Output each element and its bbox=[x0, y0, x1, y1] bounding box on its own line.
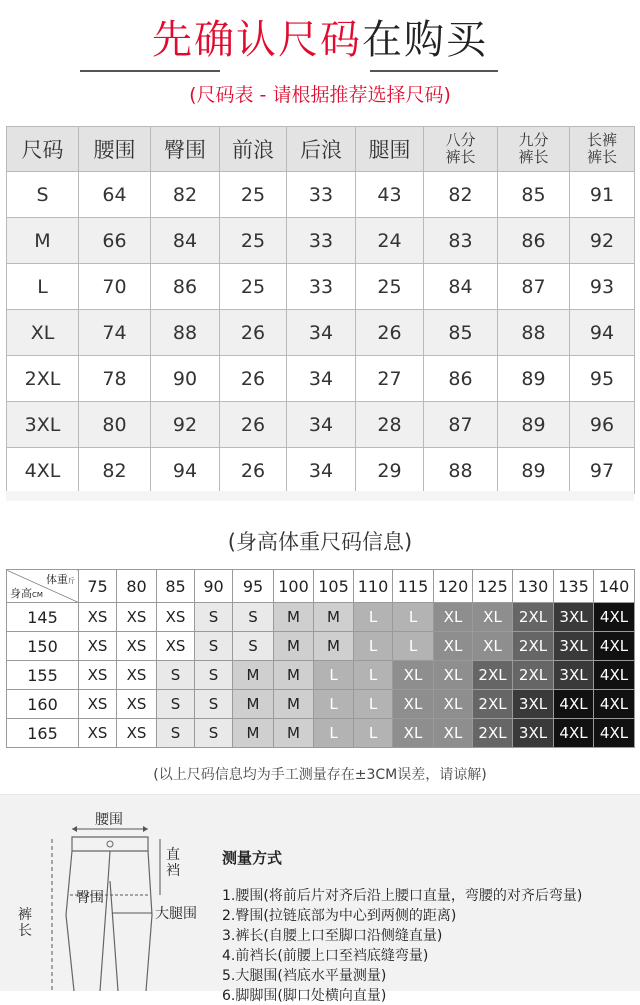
header-text: 八分裤长 bbox=[445, 131, 476, 166]
measure-step-item: 6.脚脚围(脚口处横向直量) bbox=[222, 988, 387, 1004]
recommended-size-cell: 2XL bbox=[513, 632, 554, 661]
size-value-cell: 95 bbox=[570, 356, 635, 402]
size-value-cell: 84 bbox=[424, 264, 498, 310]
size-value-cell: 96 bbox=[570, 402, 635, 448]
header-front-rise: 前浪 bbox=[220, 127, 287, 172]
label-length: 裤长 bbox=[18, 907, 32, 939]
recommended-size-cell: S bbox=[233, 632, 274, 661]
title-highlight: 先确认尺码 bbox=[152, 17, 362, 63]
size-row bbox=[7, 218, 635, 264]
hw-header-row bbox=[7, 570, 635, 603]
recommended-size-cell: S bbox=[195, 690, 233, 719]
recommended-size-cell: XS bbox=[117, 632, 157, 661]
page-title bbox=[0, 14, 640, 66]
recommended-size-cell: 2XL bbox=[473, 690, 513, 719]
size-value-cell: 25 bbox=[220, 172, 287, 218]
hw-row bbox=[7, 690, 635, 719]
recommended-size-cell: L bbox=[314, 661, 354, 690]
corner-weight bbox=[46, 571, 75, 587]
size-value-cell: 43 bbox=[356, 172, 424, 218]
header-hip: 臀围 bbox=[151, 127, 220, 172]
size-label-cell: XL bbox=[7, 310, 79, 356]
weight-header-cell: 110 bbox=[354, 570, 393, 603]
size-value-cell: 82 bbox=[424, 172, 498, 218]
weight-header-cell: 140 bbox=[594, 570, 635, 603]
recommended-size-cell: XS bbox=[79, 603, 117, 632]
size-row bbox=[7, 356, 635, 402]
size-value-cell: 83 bbox=[424, 218, 498, 264]
recommended-size-cell: 2XL bbox=[513, 661, 554, 690]
hw-row bbox=[7, 603, 635, 632]
size-label-cell: M bbox=[7, 218, 79, 264]
recommended-size-cell: M bbox=[314, 632, 354, 661]
size-row bbox=[7, 402, 635, 448]
measurement-note: (以上尺码信息均为手工测量存在±3CM误差，请谅解) bbox=[153, 767, 487, 783]
recommended-size-cell: L bbox=[314, 690, 354, 719]
recommended-size-cell: L bbox=[393, 632, 434, 661]
recommended-size-cell: S bbox=[157, 719, 195, 748]
size-value-cell: 89 bbox=[498, 448, 570, 494]
hw-section-title: (身高体重尺码信息) bbox=[227, 530, 413, 554]
size-row bbox=[7, 448, 635, 494]
recommended-size-cell: M bbox=[274, 632, 314, 661]
weight-header-cell: 135 bbox=[554, 570, 594, 603]
recommended-size-cell: S bbox=[195, 719, 233, 748]
recommended-size-cell: XL bbox=[434, 661, 473, 690]
recommended-size-cell: 4XL bbox=[594, 661, 635, 690]
recommended-size-cell: XS bbox=[117, 719, 157, 748]
recommended-size-cell: XL bbox=[393, 661, 434, 690]
weight-header-cell: 100 bbox=[274, 570, 314, 603]
measure-step-item: 5.大腿围(裆底水平量测量) bbox=[222, 968, 387, 984]
recommended-size-cell: L bbox=[354, 719, 393, 748]
title-underline-right bbox=[370, 70, 498, 72]
size-value-cell: 26 bbox=[220, 402, 287, 448]
weight-header-cell: 120 bbox=[434, 570, 473, 603]
weight-header-cell: 125 bbox=[473, 570, 513, 603]
size-value-cell: 88 bbox=[424, 448, 498, 494]
hw-row bbox=[7, 719, 635, 748]
size-value-cell: 88 bbox=[498, 310, 570, 356]
recommended-size-cell: 2XL bbox=[473, 719, 513, 748]
weight-header-cell: 80 bbox=[117, 570, 157, 603]
size-value-cell: 93 bbox=[570, 264, 635, 310]
size-label-cell: 4XL bbox=[7, 448, 79, 494]
size-value-cell: 78 bbox=[79, 356, 151, 402]
size-value-cell: 80 bbox=[79, 402, 151, 448]
weight-header-cell: 115 bbox=[393, 570, 434, 603]
recommended-size-cell: M bbox=[233, 719, 274, 748]
recommended-size-cell: L bbox=[354, 661, 393, 690]
recommended-size-cell: M bbox=[274, 661, 314, 690]
size-label-cell: S bbox=[7, 172, 79, 218]
recommended-size-cell: 4XL bbox=[554, 719, 594, 748]
size-value-cell: 25 bbox=[220, 218, 287, 264]
recommended-size-cell: XL bbox=[434, 603, 473, 632]
recommended-size-cell: M bbox=[274, 690, 314, 719]
recommended-size-cell: S bbox=[195, 603, 233, 632]
header-full-length bbox=[570, 127, 635, 172]
label-thigh: 大腿围 bbox=[155, 906, 197, 922]
size-value-cell: 82 bbox=[79, 448, 151, 494]
size-value-cell: 84 bbox=[151, 218, 220, 264]
size-chart-table bbox=[6, 126, 635, 494]
corner-height-text: 身高 bbox=[10, 587, 32, 600]
height-cell: 150 bbox=[7, 632, 79, 661]
label-rise: 直裆 bbox=[166, 847, 180, 879]
size-value-cell: 34 bbox=[287, 402, 356, 448]
weight-header-cell: 95 bbox=[233, 570, 274, 603]
corner-weight-unit: 斤 bbox=[68, 577, 75, 585]
recommended-size-cell: L bbox=[393, 603, 434, 632]
label-hip: 臀围 bbox=[76, 890, 104, 906]
size-value-cell: 34 bbox=[287, 356, 356, 402]
header-back-rise: 后浪 bbox=[287, 127, 356, 172]
weight-header-cell: 90 bbox=[195, 570, 233, 603]
corner-height-unit: CM bbox=[32, 591, 43, 599]
recommended-size-cell: L bbox=[354, 690, 393, 719]
recommended-size-cell: XL bbox=[393, 690, 434, 719]
recommended-size-cell: M bbox=[274, 603, 314, 632]
hw-row bbox=[7, 632, 635, 661]
size-value-cell: 27 bbox=[356, 356, 424, 402]
height-cell: 155 bbox=[7, 661, 79, 690]
divider-band bbox=[6, 491, 634, 501]
size-label-cell: 3XL bbox=[7, 402, 79, 448]
size-value-cell: 26 bbox=[220, 310, 287, 356]
size-value-cell: 85 bbox=[498, 172, 570, 218]
recommended-size-cell: XS bbox=[117, 690, 157, 719]
recommended-size-cell: XS bbox=[79, 719, 117, 748]
size-value-cell: 89 bbox=[498, 402, 570, 448]
size-value-cell: 25 bbox=[356, 264, 424, 310]
height-cell: 145 bbox=[7, 603, 79, 632]
recommended-size-cell: M bbox=[233, 661, 274, 690]
size-value-cell: 33 bbox=[287, 264, 356, 310]
page-subtitle: (尺码表 - 请根据推荐选择尺码) bbox=[189, 84, 451, 106]
height-weight-table bbox=[6, 569, 635, 748]
recommended-size-cell: M bbox=[314, 603, 354, 632]
measure-step-item: 4.前裆长(前腰上口至裆底缝弯量) bbox=[222, 948, 429, 964]
recommended-size-cell: XS bbox=[79, 632, 117, 661]
size-value-cell: 87 bbox=[424, 402, 498, 448]
size-value-cell: 64 bbox=[79, 172, 151, 218]
recommended-size-cell: XS bbox=[79, 661, 117, 690]
recommended-size-cell: XL bbox=[434, 719, 473, 748]
hw-row bbox=[7, 661, 635, 690]
recommended-size-cell: XL bbox=[434, 632, 473, 661]
measurement-section bbox=[0, 794, 640, 1004]
weight-header-cell: 75 bbox=[79, 570, 117, 603]
measure-step-item: 3.裤长(自腰上口至脚口沿侧缝直量) bbox=[222, 928, 443, 944]
recommended-size-cell: 3XL bbox=[554, 632, 594, 661]
recommended-size-cell: XL bbox=[473, 632, 513, 661]
size-value-cell: 87 bbox=[498, 264, 570, 310]
recommended-size-cell: XS bbox=[157, 632, 195, 661]
size-value-cell: 24 bbox=[356, 218, 424, 264]
recommended-size-cell: L bbox=[354, 632, 393, 661]
size-value-cell: 74 bbox=[79, 310, 151, 356]
size-value-cell: 85 bbox=[424, 310, 498, 356]
header-size: 尺码 bbox=[7, 127, 79, 172]
recommended-size-cell: 4XL bbox=[594, 632, 635, 661]
size-value-cell: 70 bbox=[79, 264, 151, 310]
recommended-size-cell: XL bbox=[473, 603, 513, 632]
recommended-size-cell: 3XL bbox=[554, 603, 594, 632]
corner-weight-text: 体重 bbox=[46, 573, 68, 586]
header-text: 九分裤长 bbox=[518, 131, 549, 166]
recommended-size-cell: 3XL bbox=[513, 719, 554, 748]
header-leg: 腿围 bbox=[356, 127, 424, 172]
measure-step-item: 1.腰围(将前后片对齐后沿上腰口直量，弯腰的对齐后弯量) bbox=[222, 888, 583, 904]
recommended-size-cell: XS bbox=[157, 603, 195, 632]
height-cell: 160 bbox=[7, 690, 79, 719]
size-value-cell: 86 bbox=[424, 356, 498, 402]
weight-header-cell: 105 bbox=[314, 570, 354, 603]
recommended-size-cell: 4XL bbox=[594, 603, 635, 632]
size-value-cell: 94 bbox=[570, 310, 635, 356]
recommended-size-cell: L bbox=[354, 603, 393, 632]
recommended-size-cell: S bbox=[195, 661, 233, 690]
size-row bbox=[7, 172, 635, 218]
size-value-cell: 97 bbox=[570, 448, 635, 494]
size-value-cell: 86 bbox=[151, 264, 220, 310]
size-value-cell: 26 bbox=[220, 448, 287, 494]
weight-header-cell: 85 bbox=[157, 570, 195, 603]
height-cell: 165 bbox=[7, 719, 79, 748]
hw-corner-cell bbox=[7, 570, 79, 603]
recommended-size-cell: M bbox=[233, 690, 274, 719]
size-value-cell: 28 bbox=[356, 402, 424, 448]
size-value-cell: 26 bbox=[356, 310, 424, 356]
size-value-cell: 89 bbox=[498, 356, 570, 402]
weight-header-cell: 130 bbox=[513, 570, 554, 603]
recommended-size-cell: M bbox=[274, 719, 314, 748]
recommended-size-cell: 2XL bbox=[513, 603, 554, 632]
recommended-size-cell: S bbox=[233, 603, 274, 632]
size-value-cell: 91 bbox=[570, 172, 635, 218]
recommended-size-cell: 4XL bbox=[594, 719, 635, 748]
recommended-size-cell: S bbox=[157, 661, 195, 690]
header-cropped-length bbox=[424, 127, 498, 172]
header-text: 长裤裤长 bbox=[586, 131, 617, 166]
size-value-cell: 26 bbox=[220, 356, 287, 402]
recommended-size-cell: S bbox=[157, 690, 195, 719]
size-value-cell: 86 bbox=[498, 218, 570, 264]
size-value-cell: 33 bbox=[287, 218, 356, 264]
label-waist: 腰围 bbox=[95, 812, 123, 828]
size-value-cell: 94 bbox=[151, 448, 220, 494]
size-label-cell: L bbox=[7, 264, 79, 310]
size-value-cell: 29 bbox=[356, 448, 424, 494]
recommended-size-cell: 3XL bbox=[513, 690, 554, 719]
recommended-size-cell: XS bbox=[117, 603, 157, 632]
size-value-cell: 92 bbox=[151, 402, 220, 448]
title-underline-left bbox=[80, 70, 220, 72]
recommended-size-cell: XS bbox=[79, 690, 117, 719]
recommended-size-cell: XS bbox=[117, 661, 157, 690]
recommended-size-cell: XL bbox=[393, 719, 434, 748]
size-row bbox=[7, 264, 635, 310]
recommended-size-cell: 2XL bbox=[473, 661, 513, 690]
size-value-cell: 34 bbox=[287, 310, 356, 356]
title-rest: 在购买 bbox=[362, 17, 488, 63]
size-value-cell: 88 bbox=[151, 310, 220, 356]
header-waist: 腰围 bbox=[79, 127, 151, 172]
size-value-cell: 33 bbox=[287, 172, 356, 218]
recommended-size-cell: L bbox=[314, 719, 354, 748]
recommended-size-cell: XL bbox=[434, 690, 473, 719]
size-value-cell: 66 bbox=[79, 218, 151, 264]
measure-step-item: 2.臀围(拉链底部为中心到两侧的距离) bbox=[222, 908, 457, 924]
size-value-cell: 92 bbox=[570, 218, 635, 264]
recommended-size-cell: S bbox=[195, 632, 233, 661]
size-chart-header-row bbox=[7, 127, 635, 172]
measure-method-title: 测量方式 bbox=[222, 849, 283, 867]
size-row bbox=[7, 310, 635, 356]
header-ninth-length bbox=[498, 127, 570, 172]
size-label-cell: 2XL bbox=[7, 356, 79, 402]
corner-height bbox=[10, 585, 43, 601]
recommended-size-cell: 4XL bbox=[594, 690, 635, 719]
size-value-cell: 25 bbox=[220, 264, 287, 310]
size-value-cell: 82 bbox=[151, 172, 220, 218]
size-value-cell: 34 bbox=[287, 448, 356, 494]
recommended-size-cell: 4XL bbox=[554, 690, 594, 719]
size-value-cell: 90 bbox=[151, 356, 220, 402]
recommended-size-cell: 3XL bbox=[554, 661, 594, 690]
